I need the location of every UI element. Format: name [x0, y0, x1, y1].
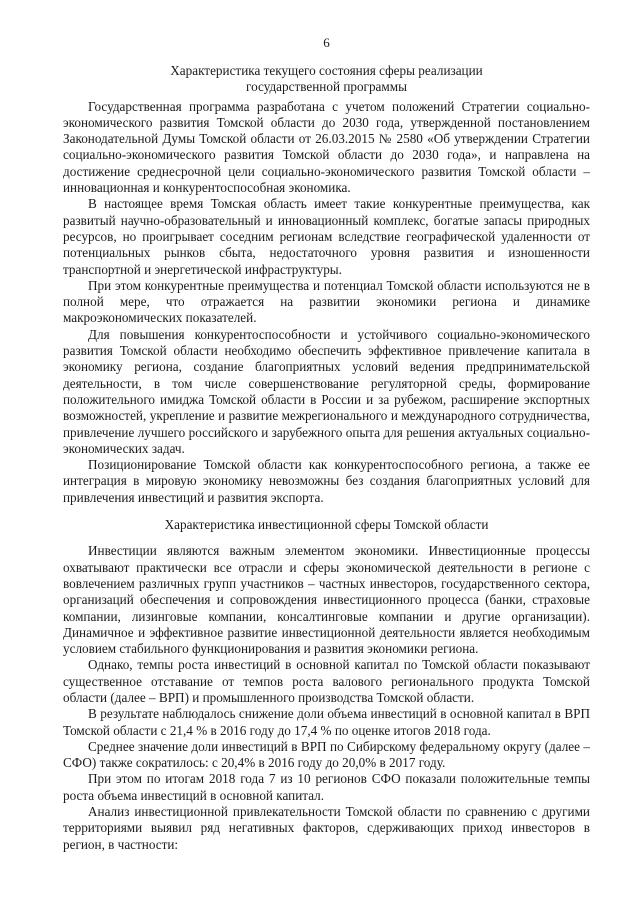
section-heading-investment: Характеристика инвестиционной сферы Томской области: [164, 517, 489, 533]
paragraph: Инвестиции являются важным элементом экономики. Инвестиционные процессы охватывают практически все отрасли и сферы экономической деятельности в регионе с вовлечением различных групп участников – частных инвесторов, государственного сектора, организаций обеспечения и сопровождения инвестиционного процесса (банки, страховые компании, лизинговые компании, консалтинговые компании и другие организации). Динамичное и эффективное развитие инвестиционной деятельности является необходимым условием стабильного функционирования и развития экономики региона.: [63, 543, 590, 657]
section-heading-current-state: [63, 63, 590, 96]
paragraph: Анализ инвестиционной привлекательности Томской области по сравнению с другими территориями выявил ряд негативных факторов, сдерживающих приход инвесторов в регион, в частности:: [63, 804, 590, 852]
paragraph: В результате наблюдалось снижение доли объема инвестиций в основной капитал в ВРП Томской области с 21,4 % в 2016 году до 17,4 % по оценке итогов 2018 года.: [63, 706, 590, 738]
page-number: 6: [323, 35, 330, 50]
paragraph: Позиционирование Томской области как конкурентоспособного региона, а также ее интеграция в мировую экономику невозможны без создания благоприятных условий для привлечения инвестиций и развития экспорта.: [63, 457, 590, 505]
paragraph: При этом конкурентные преимущества и потенциал Томской области используются не в полной мере, что отражается на развитии экономики региона и динамике макроэкономических показателей.: [63, 277, 590, 326]
section-heading-line: Характеристика текущего состояния сферы реализации: [170, 63, 483, 78]
section-heading-line: государственной программы: [246, 79, 407, 95]
paragraph: Государственная программа разработана с учетом положений Стратегии социально-экономического развития Томской области до 2030 года, утвержденной постановлением Законодательной Думы Томской области от 26.03.2015 № 2580 «Об утверждении Стратегии социально-экономического развития Томской области до 2030 года», и направлена на достижение среднесрочной цели социально-экономического развития Томской области – инновационная и конкурентоспособная экономика.: [63, 98, 590, 196]
paragraph: Для повышения конкурентоспособности и устойчивого социально-экономического развития Томской области необходимо обеспечить эффективное привлечение капитала в экономику региона, создание благоприятных условий ведения предпринимательской деятельности, в том числе совершенствование регуляторной среды, формирование положительного имиджа Томской области в России и за рубежом, расширение экспортных возможностей, укрепление и развитие межрегионального и международного сотрудничества, привлечение лучшего российского и зарубежного опыта для решения актуальных социально-экономических задач.: [63, 326, 590, 456]
paragraph: При этом по итогам 2018 года 7 из 10 регионов СФО показали положительные темпы роста объема инвестиций в основной капитал.: [63, 771, 590, 803]
paragraph: В настоящее время Томская область имеет такие конкурентные преимущества, как развитый научно-образовательный и инновационный комплекс, богатые запасы природных ресурсов, но проигрывает соседним регионам вследствие географической удаленности от потенциальных рынков сбыта, недостаточного уровня развития и изношенности транспортной и энергетической инфраструктуры.: [63, 196, 590, 277]
paragraph: Однако, темпы роста инвестиций в основной капитал по Томской области показывают существенное отставание от темпов роста валового регионального продукта Томской области (далее – ВРП) и промышленного производства Томской области.: [63, 657, 590, 705]
paragraph: Среднее значение доли инвестиций в ВРП по Сибирскому федеральному округу (далее – СФО) также сократилось: с 20,4% в 2016 году до 20,0% в 2017 году.: [63, 738, 590, 771]
